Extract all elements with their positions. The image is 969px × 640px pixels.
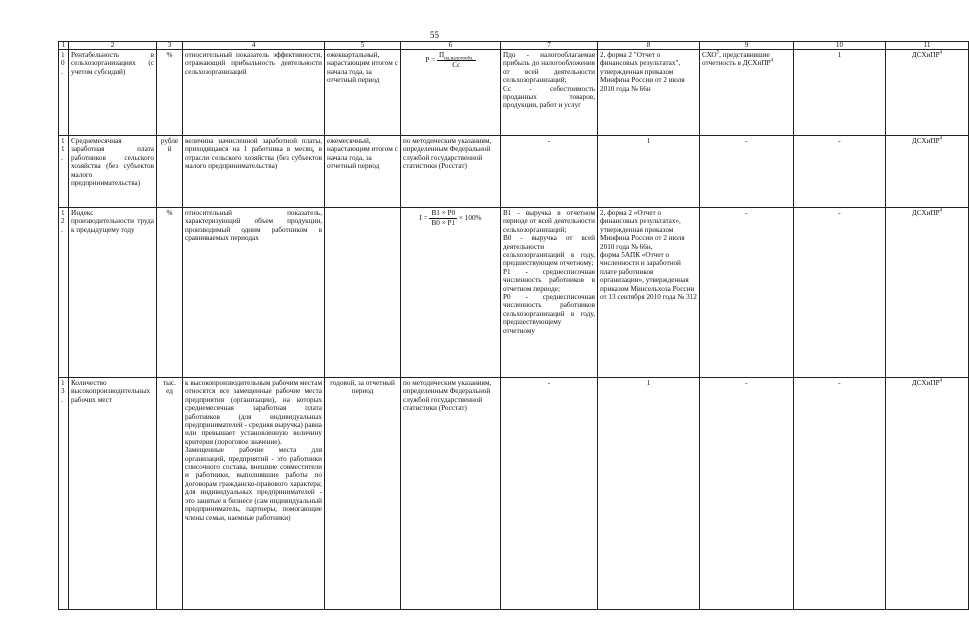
formula-numerator-subscript: нд.налогообл. bbox=[444, 56, 474, 62]
column-10-value: - bbox=[794, 378, 886, 610]
footnote-mark: 4 bbox=[939, 136, 943, 142]
column-10-value: 1 bbox=[794, 50, 886, 136]
column-header: 9 bbox=[700, 42, 794, 50]
formula-numerator: В1 × Р0 bbox=[431, 209, 456, 217]
row-number: 13. bbox=[59, 378, 69, 610]
department-label: ДСХиПР bbox=[911, 51, 940, 59]
formula-fraction bbox=[429, 209, 457, 228]
method: по методическим указаниям, определенным Федеральной службой государственной статистики (Росстат) bbox=[401, 136, 501, 208]
column-header: 8 bbox=[598, 42, 700, 50]
formula bbox=[401, 50, 501, 136]
footnote-mark: 4 bbox=[939, 378, 943, 384]
indicators-table bbox=[58, 41, 969, 610]
responsible: - bbox=[700, 136, 794, 208]
footnote-mark: 4 bbox=[770, 59, 774, 65]
table-row bbox=[59, 208, 969, 378]
responsible: - bbox=[700, 378, 794, 610]
unit: рублей bbox=[157, 136, 183, 208]
definition: к высокопроизводительным рабочим местам относятся все замещенные рабочие места предприятия (организации), на которых среднемесячная заработная плата работников (для индивидуальных предпринимателей - средняя выручка) равна или превышает установленную величину критерия (пороговое значение). Замещенные рабочие места для организаций, предприятий - это работники списочного состава, внешние совместители и работники, выполнявшие работы по договорам гражданско-правового характера; для индивидуальных предпринимателей - это занятые в бизнесе (сам индивидуальный предприниматель, партнеры, помогающие члены семьи, наемные работники) bbox=[183, 378, 325, 610]
indicator-name: Количество высокопроизводительных рабочих мест bbox=[69, 378, 157, 610]
page-number: 55 bbox=[430, 30, 439, 40]
formula-lhs: Р = bbox=[425, 56, 437, 65]
indicator-name: Индекс производительности труда к предыдущему году bbox=[69, 208, 157, 378]
row-number: 12. bbox=[59, 208, 69, 378]
responsible-text: СХО bbox=[702, 51, 717, 59]
indicator-name: Рентабельность в сельхозорганизациях (с учетом субсидий) bbox=[69, 50, 157, 136]
period: ежемесячный, нарастающим итогом с начала года, за отчетный период bbox=[325, 136, 401, 208]
column-11-value bbox=[886, 208, 969, 378]
table-row bbox=[59, 50, 969, 136]
formula bbox=[401, 208, 501, 378]
column-header: 11 bbox=[886, 42, 969, 50]
table-row bbox=[59, 136, 969, 208]
formula-lhs: I = bbox=[419, 214, 430, 223]
variables: Пдо - налогооблагаемая прибыль до налогообложения от всей деятельности сельхозорганизаций; Сс - себестоимость проданных товаров, продукции, работ и услуг bbox=[501, 50, 598, 136]
header-row bbox=[59, 42, 969, 50]
department-label: ДСХиПР bbox=[911, 137, 940, 145]
unit: тыс. ед bbox=[157, 378, 183, 610]
row-number: 10. bbox=[59, 50, 69, 136]
column-header: 10 bbox=[794, 42, 886, 50]
definition: относительный показатель эффективности, отражающий прибыльность деятельности сельхозорганизаций bbox=[183, 50, 325, 136]
footnote-mark: 4 bbox=[939, 50, 943, 56]
unit: % bbox=[157, 208, 183, 378]
period bbox=[325, 208, 401, 378]
formula-denominator: В0 × Р1 bbox=[431, 219, 456, 227]
footnote-mark: 5 bbox=[716, 50, 720, 56]
column-10-value: - bbox=[794, 136, 886, 208]
period: годовой, за отчетный период bbox=[325, 378, 401, 610]
footnote-mark: 4 bbox=[939, 208, 943, 214]
variables: - bbox=[501, 136, 598, 208]
column-11-value bbox=[886, 136, 969, 208]
unit: % bbox=[157, 50, 183, 136]
row-number: 11. bbox=[59, 136, 69, 208]
variables: - bbox=[501, 378, 598, 610]
column-header: 4 bbox=[183, 42, 325, 50]
department-label: ДСХиПР bbox=[911, 379, 940, 387]
formula-denominator: Сс bbox=[452, 61, 461, 69]
column-header: 2 bbox=[69, 42, 157, 50]
indicator-name: Среднемесячная заработная плата работников сельского хозяйства (без субъектов малого предпринимательства) bbox=[69, 136, 157, 208]
data-source: 2, форма 2 "Отчет о финансовых результатах", утвержденная приказом Минфина России от 2 июля 2010 года № 66н bbox=[598, 50, 700, 136]
responsible-text-2: , представившие отчетность в ДСХиПР bbox=[702, 51, 771, 68]
column-header: 3 bbox=[157, 42, 183, 50]
definition: относительный показатель, характеризующий объем продукции, производимый одним работником в сравниваемых периодах bbox=[183, 208, 325, 378]
data-source: 1 bbox=[598, 136, 700, 208]
formula-numerator: П bbox=[438, 51, 445, 59]
period: ежеквартальный, нарастающим итогом с начала года, за отчетный период bbox=[325, 50, 401, 136]
formula-rhs: × 100% bbox=[457, 214, 482, 223]
definition: величина начисленной заработной платы, приходящаяся на 1 работника в месяц, в отрасли сельского хозяйства (без субъектов малого предпринимательства) bbox=[183, 136, 325, 208]
formula-fraction bbox=[437, 51, 476, 70]
data-source: 1 bbox=[598, 378, 700, 610]
data-source: 2, форма 2 «Отчет о финансовых результатах», утвержденная приказом Минфина России от 2 июля 2010 года № 66н, форма 5АПК «Отчет о численности и заработной плате работников организации», утвержденная приказом Минсельхоза России от 13 сентября 2010 года № 312 bbox=[598, 208, 700, 378]
responsible bbox=[700, 50, 794, 136]
responsible: - bbox=[700, 208, 794, 378]
column-header: 1 bbox=[59, 42, 69, 50]
column-11-value bbox=[886, 378, 969, 610]
table-row bbox=[59, 378, 969, 610]
variables: В1 - выручка в отчетном периоде от всей деятельности сельхозорганизаций; В0 - выручка от всей деятельности сельхозорганизаций в году, предшествующем отчетному; Р1 - среднесписочная численность работников в отчетном периоде; Р0 - среднесписочная численность работников сельхозорганизаций в году, предшествующему отчетному bbox=[501, 208, 598, 378]
column-10-value: - bbox=[794, 208, 886, 378]
column-11-value bbox=[886, 50, 969, 136]
column-header: 6 bbox=[401, 42, 501, 50]
method: по методическим указаниям, определенным Федеральной службой государственной статистики (Росстат) bbox=[401, 378, 501, 610]
column-header: 7 bbox=[501, 42, 598, 50]
column-header: 5 bbox=[325, 42, 401, 50]
department-label: ДСХиПР bbox=[911, 209, 940, 217]
